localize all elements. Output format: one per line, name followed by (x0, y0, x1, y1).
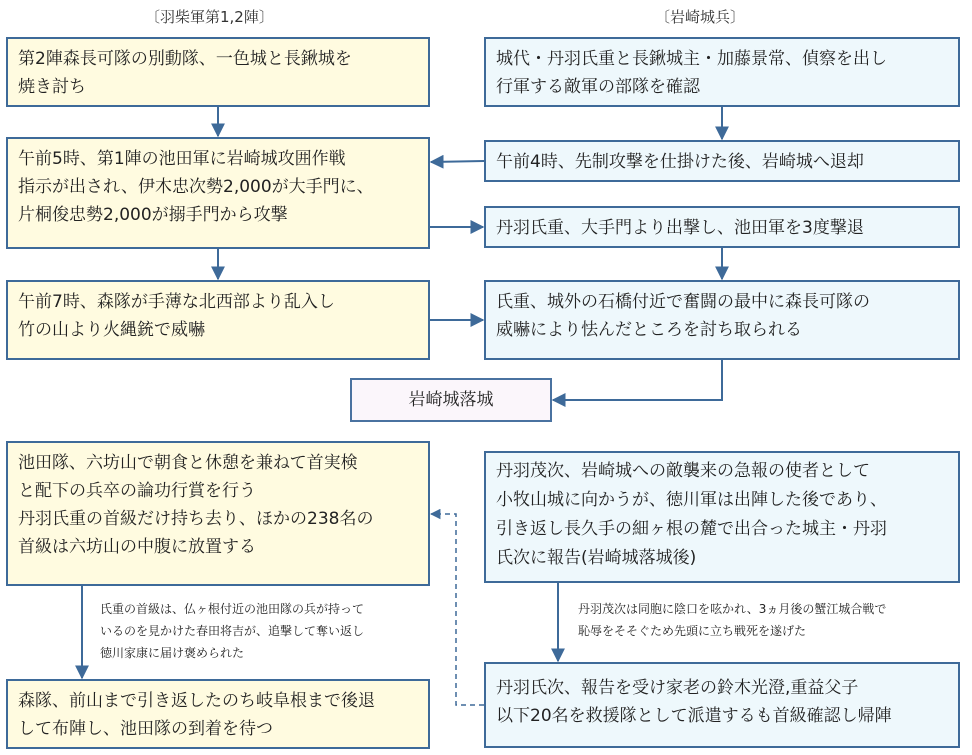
note-right-line-1: 丹羽茂次は同胞に陰口を呟かれ、3ヵ月後の蟹江城合戦で (578, 602, 887, 616)
right-box-6-line-1: 丹羽氏次、報告を受け家老の鈴木光澄,重益父子 (496, 678, 859, 698)
left-box-5-line-2: して布陣し、池田隊の到着を待つ (18, 719, 273, 739)
castle-fall-label: 岩崎城落城 (408, 390, 494, 410)
right-box-6-line-2: 以下20名を救援隊として派遣するも首級確認し帰陣 (496, 706, 892, 726)
left-box-1-line-1: 第2陣森長可隊の別動隊、一色城と長鍬城を (18, 49, 352, 69)
right-box-4-line-1: 氏重、城外の石橋付近で奮闘の最中に森長可隊の (496, 292, 870, 312)
left-box-4-line-2: と配下の兵卒の論功行賞を行う (18, 481, 256, 501)
left-box-2-line-3: 片桐俊忠勢2,000が搦手門から攻撃 (18, 205, 288, 225)
note-left-line-2: いるのを見かけた春田将吉が、追撃して奪い返し (100, 624, 365, 638)
right-box-5-line-4: 氏次に報告(岩崎城落城後) (496, 548, 697, 568)
arrow-right2-to-left2 (431, 161, 484, 162)
header-right: 〔岩崎城兵〕 (655, 8, 746, 26)
right-box-5-line-3: 引き返し長久手の細ヶ根の麓で出合った城主・丹羽 (496, 519, 887, 539)
arrow-right4-to-fall (553, 360, 722, 400)
right-box-1-line-2: 行軍する敵軍の部隊を確認 (496, 77, 700, 97)
left-box-2-line-2: 指示が出され、伊木忠次勢2,000が大手門に、 (18, 177, 374, 197)
right-box-5-line-1: 丹羽茂次、岩崎城への敵襲来の急報の使者として (496, 461, 870, 481)
left-box-4-line-4: 首級は六坊山の中腹に放置する (18, 537, 256, 557)
right-box-1-line-1: 城代・丹羽氏重と長鍬城主・加藤景常、偵察を出し (496, 49, 887, 69)
right-box-5-line-2: 小牧山城に向かうが、徳川軍は出陣した後であり、 (496, 490, 887, 510)
note-right-line-2: 恥辱をそそぐため先頭に立ち戦死を遂げた (578, 624, 807, 638)
left-box-1-line-2: 焼き討ち (18, 77, 86, 97)
left-box-3-line-1: 午前7時、森隊が手薄な北西部より乱入し (18, 292, 335, 312)
left-box-5-line-1: 森隊、前山まで引き返したのち岐阜根まで後退 (18, 691, 375, 711)
right-box-4-line-2: 威嚇により怯んだところを討ち取られる (496, 320, 802, 340)
header-left: 〔羽柴軍第1,2陣〕 (145, 8, 274, 26)
left-box-4-line-1: 池田隊、六坊山で朝食と休憩を兼ねて首実検 (18, 453, 358, 473)
left-box-2-line-1: 午前5時、第1陣の池田軍に岩崎城攻囲作戦 (18, 149, 346, 169)
right-box-2-line-1: 午前4時、先制攻撃を仕掛けた後、岩崎城へ退却 (496, 152, 864, 172)
right-box-3-line-1: 丹羽氏重、大手門より出撃し、池田軍を3度撃退 (496, 218, 864, 238)
note-left-line-1: 氏重の首級は、仏ヶ根付近の池田隊の兵が持って (100, 602, 365, 616)
left-box-3-line-2: 竹の山より火縄銃で威嚇 (18, 320, 205, 340)
arrow-right6-to-left4-dashed (431, 514, 484, 705)
note-left-line-3: 徳川家康に届け褒められた (100, 646, 245, 660)
left-box-4-line-3: 丹羽氏重の首級だけ持ち去り、ほかの238名の (18, 509, 374, 529)
